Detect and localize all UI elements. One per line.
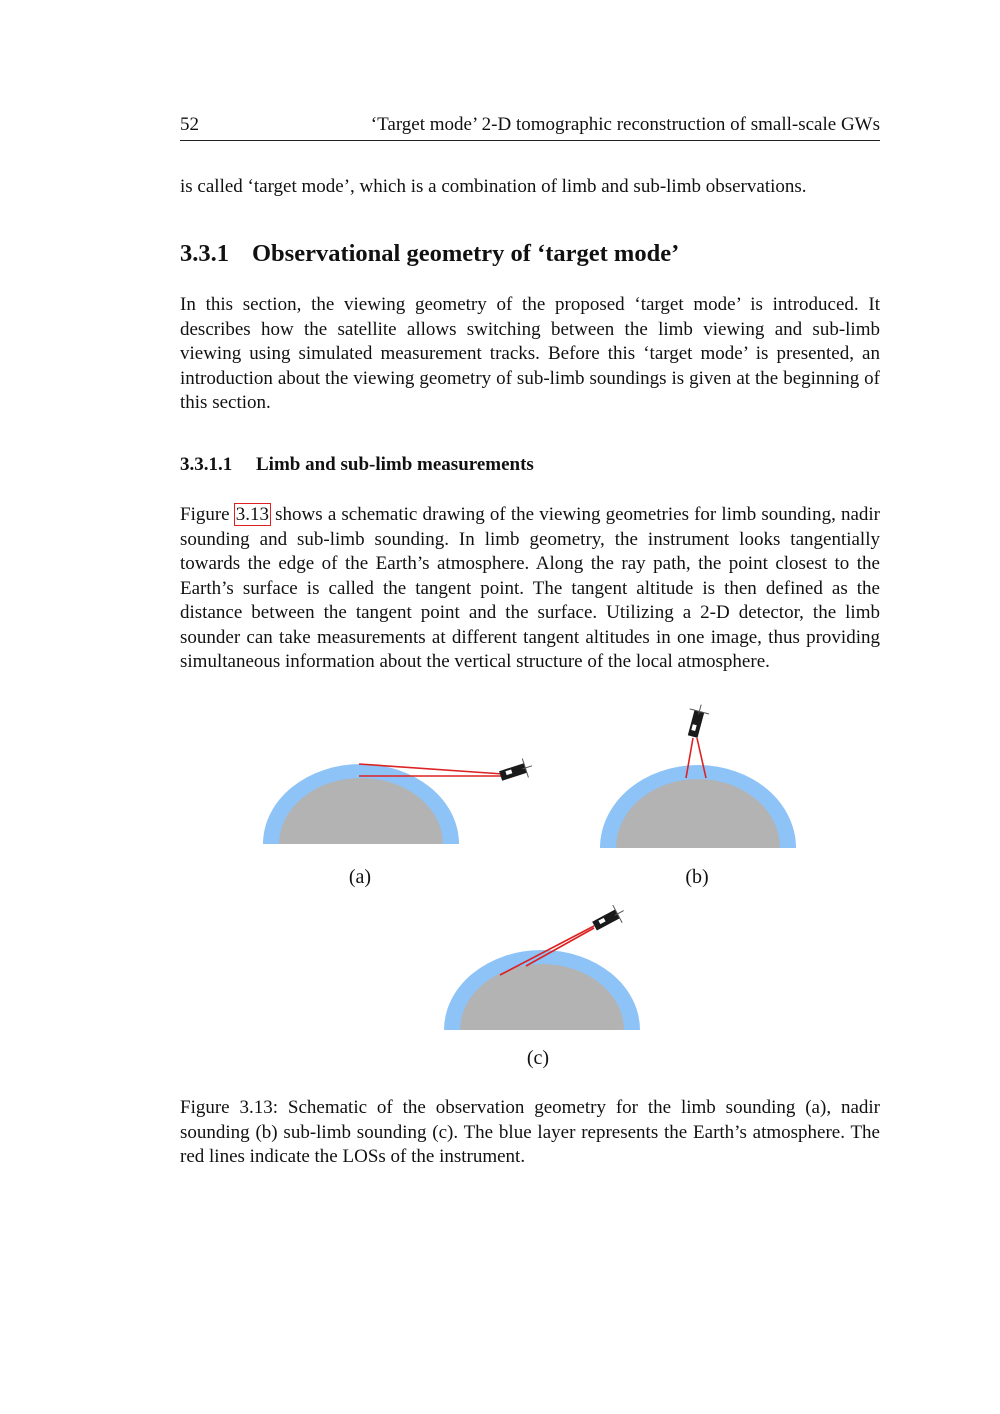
para-prefix: Figure [180,504,235,525]
panel-a-limb-diagram [255,750,545,850]
intro-line: is called ‘target mode’, which is a combination of limb and sub-limb observations. [180,176,807,197]
page-number: 52 [180,114,199,135]
figure-ref-link[interactable]: 3.13 [235,504,270,525]
panel-label-b: (b) [685,866,709,888]
figure-caption: Figure 3.13: Schematic of the observation geometry for the limb sounding (a), nadir sounding (b) sub-limb sounding (c). The blue layer represents the Earth’s atmosphere. The red lines indicate the LOSs of the instrument. [180,1097,880,1167]
panel-label-c: (c) [526,1047,550,1069]
section-title: Observational geometry of ‘target mode’ [252,240,680,267]
satellite-icon [683,702,711,739]
section-number: 3.3.1 [180,240,229,267]
subsection-number: 3.3.1.1 [180,454,233,475]
section-paragraph: In this section, the viewing geometry of the proposed ‘target mode’ is introduced. It describes how the satellite allows switching between the limb viewing and sub-limb viewing using simulated measurement tracks. Before this ‘target mode’ is presented, an introduction about the viewing geometry of sub-limb soundings is given at the beginning of this section. [180,294,880,413]
panel-label-a: (a) [348,866,372,888]
satellite-icon [590,902,629,935]
running-title: ‘Target mode’ 2-D tomographic reconstruction of small-scale GWs [370,114,880,135]
para-rest: shows a schematic drawing of the viewing geometries for limb sounding, nadir sounding and sub-limb sounding. In limb geometry, the instrument looks tangentially towards the edge of the Earth’s atmosphere. Along the ray path, the point closest to the Earth’s surface is called the tangent point. The tangent altitude is then defined as the distance between the tangent point and the surface. Utilizing a 2-D detector, the limb sounder can take measurements at different tangent altitudes in one image, thus providing simultaneous information about the vertical structure of the local atmosphere. [180,504,881,672]
running-header [180,114,880,141]
subsection-paragraph [180,503,880,675]
panel-c-sublimb-diagram [436,900,648,1034]
section-heading [180,240,679,268]
subsection-title: Limb and sub-limb measurements [256,454,534,475]
satellite-icon [498,756,536,785]
panel-b-nadir-diagram [592,700,804,852]
subsection-heading [180,454,534,476]
